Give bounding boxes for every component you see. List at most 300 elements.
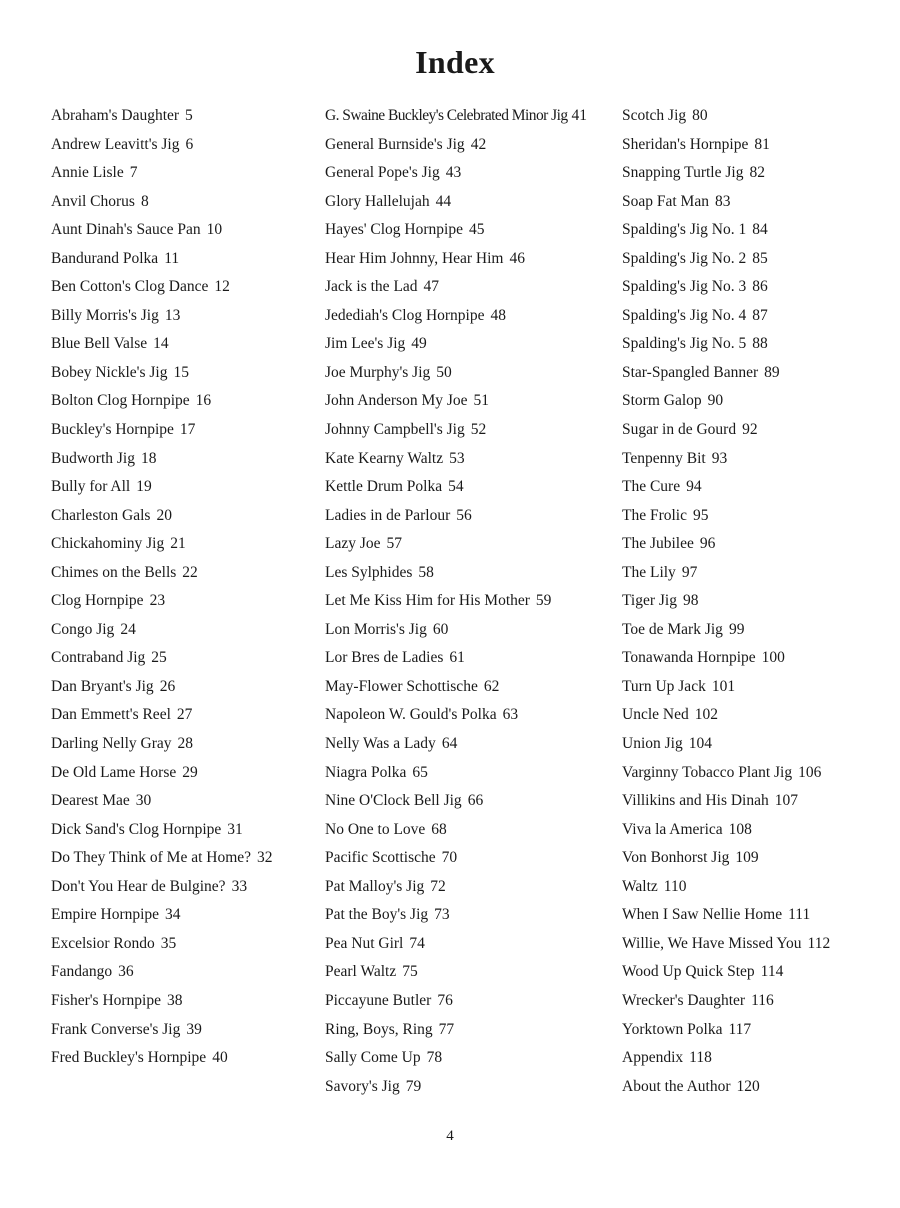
index-entry xyxy=(51,218,316,247)
entry-title: Frank Converse's Jig xyxy=(51,1020,181,1038)
index-entry xyxy=(51,761,316,790)
index-entry xyxy=(622,275,892,304)
index-entry xyxy=(325,789,617,818)
index-entry xyxy=(325,161,617,190)
entry-page-number: 75 xyxy=(402,963,418,981)
index-entry xyxy=(325,960,617,989)
index-entry xyxy=(325,133,617,162)
entry-page-number: 63 xyxy=(502,706,519,724)
entry-title: The Lily xyxy=(622,563,676,581)
entry-page-number: 8 xyxy=(140,192,149,210)
entry-title: Charleston Gals xyxy=(51,506,151,524)
entry-page-number: 60 xyxy=(432,620,449,638)
entry-title: Nine O'Clock Bell Jig xyxy=(325,792,462,810)
entry-title: Let Me Kiss Him for His Mother xyxy=(325,592,530,610)
index-entry xyxy=(622,1046,892,1075)
entry-title: Pacific Scottische xyxy=(325,849,436,867)
index-entry xyxy=(622,361,892,390)
index-entry xyxy=(622,1075,892,1104)
index-entry xyxy=(622,447,892,476)
index-entry xyxy=(51,447,316,476)
entry-page-number: 52 xyxy=(470,421,487,439)
entry-title: Excelsior Rondo xyxy=(51,934,155,952)
index-column-1 xyxy=(51,104,316,1075)
entry-title: Clog Hornpipe xyxy=(51,592,144,610)
index-entry xyxy=(51,532,316,561)
entry-page-number: 15 xyxy=(173,363,189,381)
entry-title: Dearest Mae xyxy=(51,792,130,810)
entry-title: General Burnside's Jig xyxy=(325,135,465,153)
entry-page-number: 108 xyxy=(728,820,752,838)
entry-title: Billy Morris's Jig xyxy=(51,306,159,324)
entry-page-number: 59 xyxy=(535,592,552,610)
entry-page-number: 86 xyxy=(752,278,768,296)
index-entry xyxy=(325,646,617,675)
entry-title: General Pope's Jig xyxy=(325,164,440,182)
entry-title: Kate Kearny Waltz xyxy=(325,449,444,467)
entry-page-number: 102 xyxy=(694,706,718,724)
entry-title: Jedediah's Clog Hornpipe xyxy=(325,306,485,324)
index-entry xyxy=(51,703,316,732)
index-entry xyxy=(622,846,892,875)
index-entry xyxy=(51,190,316,219)
entry-page-number: 96 xyxy=(699,535,716,553)
entry-title: Spalding's Jig No. 4 xyxy=(622,306,747,324)
entry-page-number: 42 xyxy=(470,135,487,153)
entry-title: The Cure xyxy=(622,478,681,496)
entry-page-number: 107 xyxy=(774,792,798,810)
entry-title: Snapping Turtle Jig xyxy=(622,164,744,182)
entry-title: Ben Cotton's Clog Dance xyxy=(51,278,209,296)
entry-title: No One to Love xyxy=(325,820,426,838)
entry-title: Niagra Polka xyxy=(325,763,407,781)
index-column-3 xyxy=(622,104,892,1103)
entry-page-number: 90 xyxy=(707,392,724,410)
entry-page-number: 112 xyxy=(807,934,831,952)
index-entry xyxy=(325,903,617,932)
entry-title: Piccayune Butler xyxy=(325,991,432,1009)
entry-page-number: 118 xyxy=(689,1049,712,1067)
entry-title: Willie, We Have Missed You xyxy=(622,934,802,952)
entry-page-number: 6 xyxy=(185,135,194,153)
entry-page-number: 62 xyxy=(483,677,500,695)
entry-page-number: 83 xyxy=(714,192,731,210)
index-entry xyxy=(325,1018,617,1047)
entry-title: Blue Bell Valse xyxy=(51,335,148,353)
entry-page-number: 56 xyxy=(456,506,472,524)
entry-page-number: 101 xyxy=(711,677,736,695)
entry-page-number: 39 xyxy=(186,1020,202,1038)
index-entry xyxy=(325,447,617,476)
entry-title: Dick Sand's Clog Hornpipe xyxy=(51,820,222,838)
index-entry xyxy=(325,875,617,904)
entry-page-number: 104 xyxy=(688,735,712,753)
entry-title: John Anderson My Joe xyxy=(325,392,468,410)
index-entry xyxy=(51,361,316,390)
entry-page-number: 45 xyxy=(468,221,485,239)
entry-title: Congo Jig xyxy=(51,620,115,638)
entry-title: Ladies in de Parlour xyxy=(325,506,451,524)
entry-page-number: 110 xyxy=(663,877,687,895)
entry-page-number: 30 xyxy=(135,792,152,810)
index-entry xyxy=(325,618,617,647)
entry-title: Union Jig xyxy=(622,735,683,753)
index-entry xyxy=(51,418,316,447)
entry-title: Bully for All xyxy=(51,478,131,496)
index-entry xyxy=(622,161,892,190)
index-entry xyxy=(325,846,617,875)
entry-page-number: 46 xyxy=(509,249,525,267)
index-entry xyxy=(51,960,316,989)
entry-title: Sally Come Up xyxy=(325,1049,421,1067)
entry-page-number: 28 xyxy=(177,735,194,753)
index-entry xyxy=(51,932,316,961)
entry-title: Bolton Clog Hornpipe xyxy=(51,392,190,410)
entry-page-number: 74 xyxy=(409,934,425,952)
index-entry xyxy=(622,761,892,790)
index-entry xyxy=(325,304,617,333)
index-entry xyxy=(622,247,892,276)
entry-title: The Frolic xyxy=(622,506,687,524)
index-entry xyxy=(51,304,316,333)
entry-page-number: 51 xyxy=(473,392,490,410)
index-entry xyxy=(622,532,892,561)
index-entry xyxy=(622,504,892,533)
entry-title: Aunt Dinah's Sauce Pan xyxy=(51,221,201,239)
entry-page-number: 41 xyxy=(571,107,588,124)
index-entry xyxy=(51,332,316,361)
index-entry xyxy=(325,561,617,590)
index-entry xyxy=(622,903,892,932)
index-entry xyxy=(622,875,892,904)
entry-title: Von Bonhorst Jig xyxy=(622,849,730,867)
index-entry xyxy=(325,818,617,847)
entry-page-number: 93 xyxy=(711,449,728,467)
index-entry xyxy=(622,475,892,504)
index-entry xyxy=(325,418,617,447)
index-entry xyxy=(622,418,892,447)
index-entry xyxy=(622,304,892,333)
index-entry xyxy=(622,561,892,590)
entry-title: Hayes' Clog Hornpipe xyxy=(325,221,463,239)
index-entry xyxy=(325,190,617,219)
index-entry xyxy=(622,732,892,761)
index-entry xyxy=(325,389,617,418)
entry-page-number: 64 xyxy=(441,735,458,753)
index-column-2 xyxy=(325,104,617,1103)
index-entry xyxy=(325,732,617,761)
entry-page-number: 5 xyxy=(185,107,193,124)
entry-page-number: 117 xyxy=(728,1020,752,1038)
entry-title: Chickahominy Jig xyxy=(51,535,165,553)
entry-title: Tiger Jig xyxy=(622,592,677,610)
entry-title: Lon Morris's Jig xyxy=(325,620,427,638)
entry-page-number: 116 xyxy=(751,991,774,1009)
entry-title: Scotch Jig xyxy=(622,107,687,124)
entry-page-number: 61 xyxy=(449,649,465,667)
index-entry xyxy=(51,589,316,618)
entry-page-number: 77 xyxy=(438,1020,455,1038)
entry-page-number: 81 xyxy=(754,135,770,153)
entry-title: Pat the Boy's Jig xyxy=(325,906,429,924)
entry-title: About the Author xyxy=(622,1077,731,1095)
entry-page-number: 25 xyxy=(151,649,167,667)
entry-page-number: 27 xyxy=(176,706,193,724)
entry-title: Fandango xyxy=(51,963,113,981)
index-entry xyxy=(51,161,316,190)
entry-page-number: 40 xyxy=(212,1049,228,1067)
entry-page-number: 36 xyxy=(118,963,134,981)
entry-page-number: 44 xyxy=(435,192,452,210)
entry-page-number: 65 xyxy=(412,763,428,781)
entry-page-number: 114 xyxy=(760,963,784,981)
entry-title: Wrecker's Daughter xyxy=(622,991,746,1009)
entry-page-number: 82 xyxy=(749,164,765,182)
entry-title: Johnny Campbell's Jig xyxy=(325,421,465,439)
index-entry xyxy=(325,1046,617,1075)
index-entry xyxy=(622,1018,892,1047)
entry-page-number: 73 xyxy=(434,906,450,924)
entry-page-number: 24 xyxy=(120,620,136,638)
entry-title: Varginny Tobacco Plant Jig xyxy=(622,763,793,781)
entry-page-number: 106 xyxy=(798,763,822,781)
entry-title: Sheridan's Hornpipe xyxy=(622,135,749,153)
entry-title: Chimes on the Bells xyxy=(51,563,177,581)
index-entry xyxy=(622,960,892,989)
index-entry xyxy=(51,389,316,418)
entry-title: Budworth Jig xyxy=(51,449,135,467)
entry-title: Bobey Nickle's Jig xyxy=(51,363,168,381)
entry-title: Uncle Ned xyxy=(622,706,689,724)
index-entry xyxy=(51,1046,316,1075)
entry-page-number: 32 xyxy=(257,849,273,867)
entry-page-number: 98 xyxy=(682,592,699,610)
index-entry xyxy=(51,989,316,1018)
entry-page-number: 87 xyxy=(752,306,768,324)
index-entry xyxy=(622,989,892,1018)
entry-title: Viva la America xyxy=(622,820,723,838)
entry-title: Villikins and His Dinah xyxy=(622,792,769,810)
entry-title: Fred Buckley's Hornpipe xyxy=(51,1049,207,1067)
index-entry xyxy=(325,218,617,247)
index-entry xyxy=(622,932,892,961)
entry-title: Buckley's Hornpipe xyxy=(51,421,174,439)
index-entry xyxy=(51,818,316,847)
entry-title: Empire Hornpipe xyxy=(51,906,160,924)
entry-page-number: 11 xyxy=(164,249,180,267)
entry-title: Soap Fat Man xyxy=(622,192,709,210)
entry-page-number: 22 xyxy=(182,563,198,581)
entry-title: Star-Spangled Banner xyxy=(622,363,759,381)
entry-title: Spalding's Jig No. 5 xyxy=(622,335,747,353)
entry-page-number: 43 xyxy=(445,164,462,182)
entry-title: Kettle Drum Polka xyxy=(325,478,443,496)
entry-page-number: 13 xyxy=(164,306,181,324)
entry-title: Contraband Jig xyxy=(51,649,146,667)
entry-page-number: 48 xyxy=(490,306,506,324)
index-entry xyxy=(325,475,617,504)
entry-title: Wood Up Quick Step xyxy=(622,963,755,981)
entry-page-number: 12 xyxy=(214,278,230,296)
entry-title: May-Flower Schottische xyxy=(325,677,478,695)
entry-page-number: 53 xyxy=(449,449,465,467)
entry-page-number: 23 xyxy=(149,592,166,610)
entry-page-number: 99 xyxy=(728,620,745,638)
entry-title: Jack is the Lad xyxy=(325,278,418,296)
index-entry xyxy=(325,275,617,304)
index-entry xyxy=(51,104,316,133)
entry-title: Yorktown Polka xyxy=(622,1020,723,1038)
entry-page-number: 18 xyxy=(140,449,157,467)
index-entry xyxy=(622,332,892,361)
index-entry xyxy=(325,932,617,961)
index-entry xyxy=(325,504,617,533)
entry-title: Dan Bryant's Jig xyxy=(51,677,154,695)
index-entry xyxy=(51,675,316,704)
entry-page-number: 20 xyxy=(156,506,172,524)
entry-title: Toe de Mark Jig xyxy=(622,620,723,638)
entry-title: Pat Malloy's Jig xyxy=(325,877,425,895)
entry-page-number: 7 xyxy=(129,164,138,182)
entry-page-number: 79 xyxy=(405,1077,422,1095)
entry-title: Jim Lee's Jig xyxy=(325,335,406,353)
entry-title: Pea Nut Girl xyxy=(325,934,404,952)
entry-title: Turn Up Jack xyxy=(622,677,706,695)
index-entry xyxy=(51,903,316,932)
index-entry xyxy=(325,104,617,133)
entry-page-number: 120 xyxy=(736,1077,760,1095)
index-entry xyxy=(622,618,892,647)
index-entry xyxy=(51,475,316,504)
entry-page-number: 70 xyxy=(441,849,458,867)
entry-title: Ring, Boys, Ring xyxy=(325,1020,433,1038)
entry-page-number: 34 xyxy=(165,906,181,924)
entry-title: Bandurand Polka xyxy=(51,249,159,267)
index-entry xyxy=(51,618,316,647)
index-entry xyxy=(622,589,892,618)
page-number: 4 xyxy=(446,1128,454,1144)
entry-title: Dan Emmett's Reel xyxy=(51,706,171,724)
entry-page-number: 97 xyxy=(681,563,698,581)
entry-title: Les Sylphides xyxy=(325,563,413,581)
entry-page-number: 58 xyxy=(418,563,434,581)
index-entry xyxy=(325,532,617,561)
entry-page-number: 76 xyxy=(437,991,453,1009)
entry-title: Lor Bres de Ladies xyxy=(325,649,444,667)
entry-title: Tenpenny Bit xyxy=(622,449,706,467)
entry-page-number: 38 xyxy=(167,991,183,1009)
entry-title: The Jubilee xyxy=(622,535,694,553)
entry-page-number: 29 xyxy=(182,763,198,781)
entry-page-number: 17 xyxy=(179,421,196,439)
page-title: Index xyxy=(415,44,495,80)
entry-page-number: 16 xyxy=(195,392,212,410)
entry-page-number: 92 xyxy=(742,421,758,439)
index-entry xyxy=(622,389,892,418)
index-entry xyxy=(51,504,316,533)
index-entry xyxy=(325,761,617,790)
entry-page-number: 85 xyxy=(752,249,768,267)
index-entry xyxy=(51,247,316,276)
index-entry xyxy=(51,646,316,675)
entry-page-number: 111 xyxy=(788,906,811,924)
index-entry xyxy=(622,133,892,162)
index-entry xyxy=(51,846,316,875)
entry-title: Don't You Hear de Bulgine? xyxy=(51,877,226,895)
entry-page-number: 35 xyxy=(160,934,177,952)
index-entry xyxy=(622,703,892,732)
entry-page-number: 54 xyxy=(448,478,464,496)
entry-page-number: 95 xyxy=(693,506,709,524)
index-entry xyxy=(622,104,892,133)
entry-title: Pearl Waltz xyxy=(325,963,397,981)
entry-page-number: 10 xyxy=(206,221,223,239)
entry-title: Spalding's Jig No. 3 xyxy=(622,278,747,296)
entry-title: Hear Him Johnny, Hear Him xyxy=(325,249,504,267)
index-entry xyxy=(325,589,617,618)
index-entry xyxy=(51,789,316,818)
entry-title: Abraham's Daughter xyxy=(51,107,180,124)
entry-page-number: 80 xyxy=(692,107,708,124)
index-entry xyxy=(325,247,617,276)
index-entry xyxy=(51,561,316,590)
entry-title: Waltz xyxy=(622,877,658,895)
entry-page-number: 94 xyxy=(686,478,702,496)
index-entry xyxy=(51,732,316,761)
entry-page-number: 66 xyxy=(467,792,484,810)
index-entry xyxy=(622,789,892,818)
index-entry xyxy=(622,675,892,704)
entry-title: Joe Murphy's Jig xyxy=(325,363,431,381)
entry-title: Darling Nelly Gray xyxy=(51,735,172,753)
entry-title: Appendix xyxy=(622,1049,684,1067)
index-entry xyxy=(622,190,892,219)
entry-page-number: 88 xyxy=(752,335,768,353)
entry-title: When I Saw Nellie Home xyxy=(622,906,783,924)
index-entry xyxy=(325,989,617,1018)
entry-title: Do They Think of Me at Home? xyxy=(51,849,252,867)
entry-page-number: 78 xyxy=(426,1049,443,1067)
entry-page-number: 109 xyxy=(735,849,759,867)
entry-page-number: 57 xyxy=(386,535,403,553)
entry-title: Fisher's Hornpipe xyxy=(51,991,161,1009)
entry-title: Napoleon W. Gould's Polka xyxy=(325,706,497,724)
entry-page-number: 26 xyxy=(159,677,176,695)
entry-title: Storm Galop xyxy=(622,392,702,410)
entry-page-number: 21 xyxy=(170,535,186,553)
entry-title: Sugar in de Gourd xyxy=(622,421,737,439)
entry-page-number: 84 xyxy=(752,221,768,239)
entry-page-number: 49 xyxy=(411,335,427,353)
entry-title: De Old Lame Horse xyxy=(51,763,177,781)
index-entry xyxy=(325,675,617,704)
entry-title: Andrew Leavitt's Jig xyxy=(51,135,180,153)
entry-title: Savory's Jig xyxy=(325,1077,400,1095)
entry-title: Anvil Chorus xyxy=(51,192,135,210)
entry-title: Glory Hallelujah xyxy=(325,192,430,210)
entry-page-number: 89 xyxy=(764,363,780,381)
entry-page-number: 31 xyxy=(227,820,243,838)
index-entry xyxy=(51,133,316,162)
entry-title: Lazy Joe xyxy=(325,535,381,553)
index-entry xyxy=(325,1075,617,1104)
entry-title: Nelly Was a Lady xyxy=(325,735,436,753)
index-entry xyxy=(325,332,617,361)
index-entry xyxy=(325,361,617,390)
index-entry xyxy=(51,275,316,304)
entry-page-number: 68 xyxy=(431,820,447,838)
index-entry xyxy=(51,1018,316,1047)
